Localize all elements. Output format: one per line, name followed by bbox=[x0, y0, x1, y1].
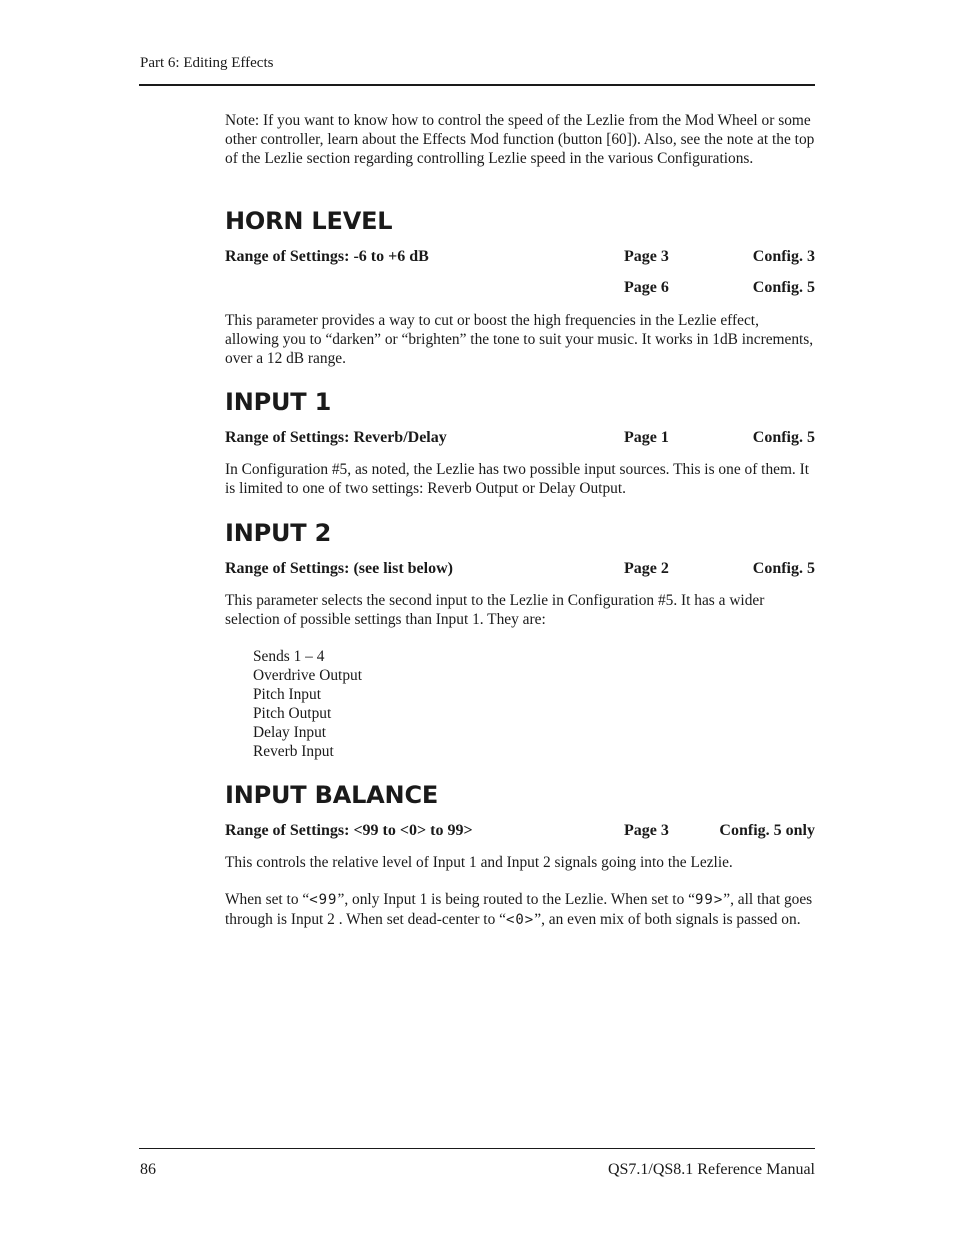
input-2-body bbox=[225, 591, 815, 629]
lcd-value-right: 99> bbox=[694, 892, 724, 908]
input-1-description: In Configuration #5, as noted, the Lezlie has two possible input sources. This is one of them. It is limited to one of two settings: Reverb Output or Delay Output. bbox=[225, 461, 810, 497]
text-run: ”, an even mix of both signals is passed on. bbox=[534, 911, 801, 928]
page-number: 86 bbox=[140, 1161, 156, 1178]
input-balance-body-1 bbox=[225, 853, 815, 872]
lcd-value-left: <99 bbox=[309, 892, 338, 908]
input-1-range: Range of Settings: Reverb/Delay bbox=[225, 429, 447, 446]
input-1-range-row bbox=[225, 428, 815, 448]
input-balance-page: Page 3 bbox=[624, 822, 669, 839]
input-2-config: Config. 5 bbox=[752, 560, 815, 577]
input-2-description: This parameter selects the second input to the Lezlie in Configuration #5. It has a wider selection of possible settings than Input 1. They are: bbox=[225, 592, 765, 628]
footer-rule bbox=[139, 1148, 815, 1149]
manual-title: QS7.1/QS8.1 Reference Manual bbox=[607, 1161, 815, 1178]
input-1-config: Config. 5 bbox=[752, 429, 815, 446]
input-2-range: Range of Settings: (see list below) bbox=[225, 560, 453, 577]
horn-level-config-2: Config. 5 bbox=[752, 279, 815, 296]
input-1-page: Page 1 bbox=[624, 429, 669, 446]
heading-input-2: INPUT 2 bbox=[225, 519, 332, 547]
header-rule bbox=[139, 84, 815, 86]
list-item: Overdrive Output bbox=[253, 667, 362, 684]
input-balance-description: This controls the relative level of Input 1 and Input 2 signals going into the Lezlie. bbox=[225, 854, 733, 871]
horn-level-range-row-1 bbox=[225, 247, 815, 267]
horn-level-config-1: Config. 3 bbox=[752, 248, 815, 265]
input-2-range-row bbox=[225, 559, 815, 579]
horn-level-range: Range of Settings: -6 to +6 dB bbox=[225, 248, 429, 265]
text-run: ”, only Input 1 is being routed to the Lezlie. When set to “ bbox=[337, 891, 695, 908]
running-header: Part 6: Editing Effects bbox=[140, 55, 274, 71]
input-balance-config: Config. 5 only bbox=[719, 822, 815, 839]
horn-level-page-2: Page 6 bbox=[624, 279, 669, 296]
list-item: Delay Input bbox=[253, 724, 327, 741]
text-run: When set to “ bbox=[225, 891, 310, 908]
horn-level-description: This parameter provides a way to cut or boost the high frequencies in the Lezlie effect, allowing you to “darken” or “brighten” the tone to suit your music. It works in 1dB increments, over a 12 dB range. bbox=[225, 312, 814, 367]
list-item: Pitch Input bbox=[253, 686, 321, 703]
text-run: ”, all that goes through is Input 2 . When set dead-center to “ bbox=[225, 891, 813, 928]
heading-input-1: INPUT 1 bbox=[225, 388, 332, 416]
list-item: Pitch Output bbox=[253, 705, 332, 722]
list-item: Sends 1 – 4 bbox=[253, 648, 325, 665]
input-1-body bbox=[225, 460, 815, 498]
note-block bbox=[225, 111, 815, 168]
input-balance-range-row bbox=[225, 821, 815, 841]
horn-level-page-1: Page 3 bbox=[624, 248, 669, 265]
horn-level-body bbox=[225, 311, 815, 368]
input-balance-body-2 bbox=[225, 890, 815, 930]
input-balance-range: Range of Settings: <99 to <0> to 99> bbox=[225, 822, 473, 839]
horn-level-range-row-2 bbox=[225, 278, 815, 298]
input-2-options-list bbox=[253, 647, 362, 761]
input-2-page: Page 2 bbox=[624, 560, 669, 577]
lcd-value-center: <0> bbox=[505, 912, 535, 928]
note-text: Note: If you want to know how to control the speed of the Lezlie from the Mod Wheel or some other controller, learn about the Effects Mod function (button [60]). Also, see the note at the top of the Lezlie section regarding controlling Lezlie speed in the various Configurations. bbox=[225, 112, 815, 167]
list-item: Reverb Input bbox=[253, 743, 334, 760]
heading-horn-level: HORN LEVEL bbox=[225, 207, 393, 235]
heading-input-balance: INPUT BALANCE bbox=[225, 781, 439, 809]
input-balance-settings-text bbox=[225, 890, 815, 930]
